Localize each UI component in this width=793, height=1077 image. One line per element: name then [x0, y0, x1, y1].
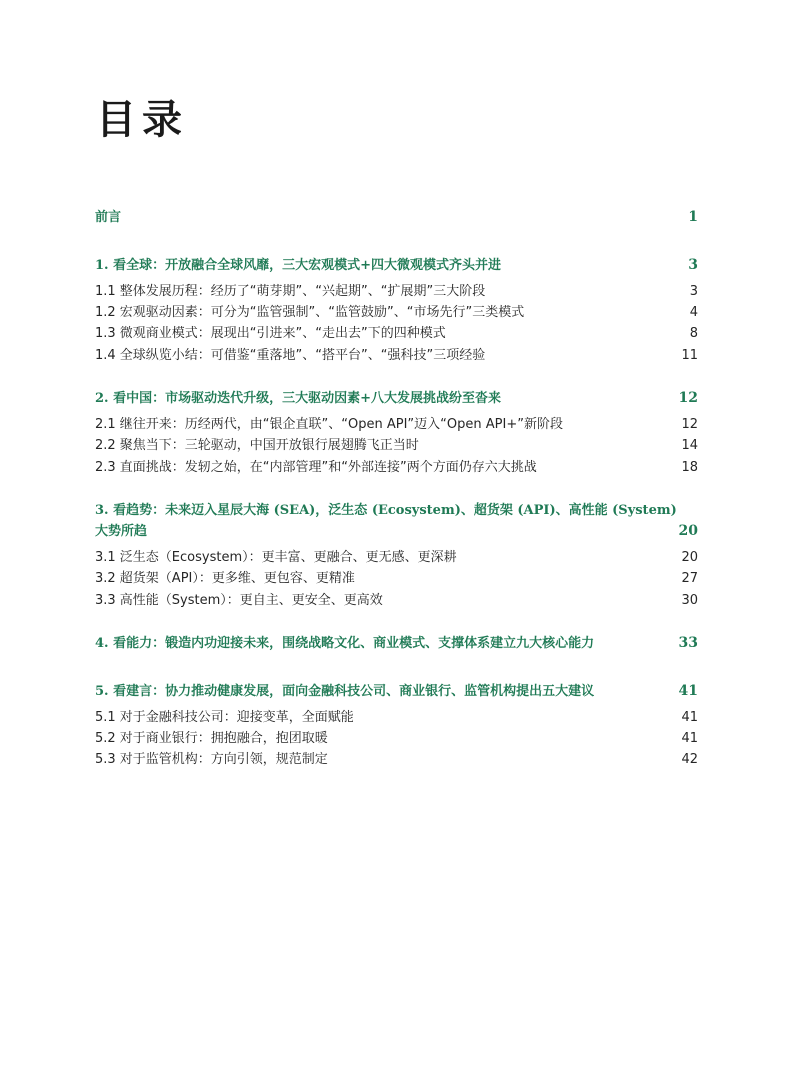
toc-subsection[interactable] — [95, 434, 698, 453]
toc-section-5[interactable] — [95, 680, 698, 699]
toc-section-label: 4. 看能力：锻造内功迎接未来，围绕战略文化、商业模式、支撑体系建立九大核心能力 — [95, 636, 595, 651]
toc-subsection[interactable] — [95, 706, 698, 725]
toc-page-number: 1 — [688, 209, 698, 225]
toc-subsection[interactable] — [95, 589, 698, 608]
page-title: 目录 — [96, 96, 188, 143]
toc-subsection[interactable] — [95, 567, 698, 586]
toc-subsection-label: 3.3 高性能（System）：更自主、更安全、更高效 — [95, 593, 383, 608]
toc-subsection-label: 5.2 对于商业银行：拥抱融合，抱团取暖 — [95, 731, 328, 746]
toc-subsection-label: 2.1 继往开来：历经两代，由“银企直联”、“Open API”迈入“Open API+”新阶段 — [95, 417, 563, 432]
toc-subsection-label: 2.2 聚焦当下：三轮驱动，中国开放银行展翅腾飞正当时 — [95, 438, 419, 453]
toc-subsection[interactable] — [95, 301, 698, 320]
toc-page-number: 12 — [681, 417, 698, 432]
toc-section-1[interactable] — [95, 254, 698, 273]
toc-subsection-label: 1.3 微观商业模式：展现出“引进来”、“走出去”下的四种模式 — [95, 326, 446, 341]
toc-section-2[interactable] — [95, 387, 698, 406]
toc-page-number: 30 — [681, 593, 698, 608]
toc-page-number: 41 — [681, 710, 698, 725]
toc-subsection-label: 5.1 对于金融科技公司：迎接变革，全面赋能 — [95, 710, 354, 725]
toc-subsection-label: 1.4 全球纵览小结：可借鉴“重落地”、“搭平台”、“强科技”三项经验 — [95, 348, 486, 363]
toc-section-3[interactable] — [95, 499, 698, 518]
toc-page-number: 12 — [678, 390, 698, 406]
toc-subsection-label: 2.3 直面挑战：发轫之始，在“内部管理”和“外部连接”两个方面仍存六大挑战 — [95, 460, 537, 475]
toc-subsection[interactable] — [95, 322, 698, 341]
toc-section-label: 1. 看全球：开放融合全球风靡，三大宏观模式+四大微观模式齐头并进 — [95, 258, 501, 273]
toc-page-number: 4 — [689, 305, 698, 320]
toc-subsection[interactable] — [95, 456, 698, 475]
toc-subsection-label: 3.1 泛生态（Ecosystem）：更丰富、更融合、更无感、更深耕 — [95, 550, 457, 565]
toc-page-number: 33 — [678, 635, 698, 651]
toc-page-number: 41 — [681, 731, 698, 746]
toc-page-number: 3 — [688, 257, 698, 273]
toc-page-number: 18 — [681, 460, 698, 475]
toc-section-label-line2: 大势所趋 — [95, 524, 148, 539]
toc-subsection-label: 3.2 超货架（API）：更多维、更包容、更精准 — [95, 571, 355, 586]
toc-entry-label: 前言 — [95, 210, 122, 225]
toc-page-number: 42 — [681, 752, 698, 767]
toc-page-number: 20 — [678, 523, 698, 539]
toc-section-label-line1: 3. 看趋势：未来迈入星辰大海 (SEA)，泛生态 (Ecosystem)、超货架 (API)、高性能 (System) — [95, 503, 677, 518]
toc-subsection[interactable] — [95, 546, 698, 565]
toc-subsection[interactable] — [95, 280, 698, 299]
toc-subsection[interactable] — [95, 727, 698, 746]
toc-page-number: 27 — [681, 571, 698, 586]
toc-page-number: 8 — [689, 326, 698, 341]
toc-page-number: 20 — [681, 550, 698, 565]
toc-page-number: 3 — [689, 284, 698, 299]
toc-subsection-label: 1.2 宏观驱动因素：可分为“监管强制”、“监管鼓励”、“市场先行”三类模式 — [95, 305, 525, 320]
toc-entry-preface[interactable] — [95, 206, 698, 225]
toc-page-number: 11 — [681, 348, 698, 363]
toc-section-label: 2. 看中国：市场驱动迭代升级，三大驱动因素+八大发展挑战纷至沓来 — [95, 391, 501, 406]
toc-subsection-label: 5.3 对于监管机构：方向引领，规范制定 — [95, 752, 328, 767]
toc-subsection-label: 1.1 整体发展历程：经历了“萌芽期”、“兴起期”、“扩展期”三大阶段 — [95, 284, 486, 299]
toc-page-number: 14 — [681, 438, 698, 453]
toc-section-4[interactable] — [95, 632, 698, 651]
toc-section-label: 5. 看建言：协力推动健康发展，面向金融科技公司、商业银行、监管机构提出五大建议 — [95, 684, 595, 699]
toc-section-3-continued[interactable] — [95, 520, 698, 539]
toc-page-number: 41 — [678, 683, 698, 699]
toc-subsection[interactable] — [95, 413, 698, 432]
toc-subsection[interactable] — [95, 748, 698, 767]
toc-subsection[interactable] — [95, 344, 698, 363]
